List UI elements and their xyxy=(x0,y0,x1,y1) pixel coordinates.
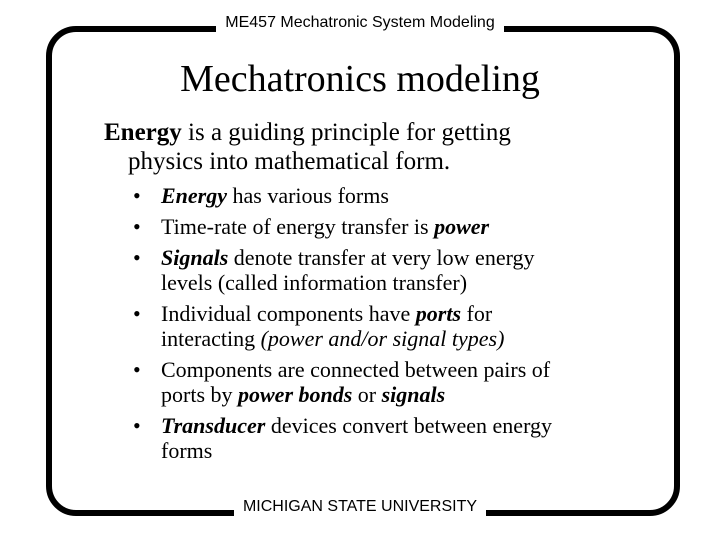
bullet-text: Components are connected between pairs of xyxy=(161,357,551,382)
bullet-text: Individual components have xyxy=(161,301,416,326)
bullet-line xyxy=(161,183,389,208)
bullet-item xyxy=(133,245,633,295)
bullet-emphasis: power bonds xyxy=(238,382,353,407)
bullet-text: ports by xyxy=(161,382,238,407)
bullet-text: Time-rate of energy transfer is xyxy=(161,214,435,239)
intro-paragraph xyxy=(104,118,684,176)
bullet-emphasis: signals xyxy=(381,382,446,407)
bullet-line xyxy=(161,357,550,382)
bullet-line xyxy=(161,413,552,438)
bullet-line xyxy=(161,245,535,270)
institution-name: MICHIGAN STATE UNIVERSITY xyxy=(234,497,486,517)
bullet-marker-icon: • xyxy=(133,245,141,270)
footer xyxy=(0,497,720,517)
bullet-text: devices convert between energy xyxy=(265,413,552,438)
bullet-text: forms xyxy=(161,438,213,463)
bullet-marker-icon: • xyxy=(133,413,141,438)
bullet-emphasis: power xyxy=(434,214,490,239)
bullet-emphasis: Transducer xyxy=(161,413,266,438)
bullet-line xyxy=(161,301,492,326)
bullet-item xyxy=(133,357,633,407)
bullet-item xyxy=(133,413,633,463)
bullet-item xyxy=(133,214,633,239)
intro-bold-term: Energy xyxy=(104,119,182,146)
bullet-marker-icon: • xyxy=(133,357,141,382)
bullet-text: interacting xyxy=(161,326,261,351)
bullet-line xyxy=(161,214,489,239)
bullet-emphasis: Energy xyxy=(161,183,227,208)
bullet-text: for xyxy=(461,301,493,326)
bullet-item xyxy=(133,301,633,351)
bullet-text: denote transfer at very low energy xyxy=(228,245,535,270)
bullet-emphasis: (power and/or signal types) xyxy=(260,326,505,351)
bullet-item xyxy=(133,183,633,208)
intro-line-1: is a guiding principle for getting xyxy=(181,119,511,146)
bullet-text: has various forms xyxy=(227,183,389,208)
course-title: ME457 Mechatronic System Modeling xyxy=(216,13,503,33)
bullet-marker-icon: • xyxy=(133,301,141,326)
bullet-continuation-line xyxy=(161,438,633,463)
bullet-continuation-line xyxy=(161,270,633,295)
bullet-continuation-line xyxy=(161,326,633,351)
bullet-emphasis: Signals xyxy=(161,245,229,270)
bullet-marker-icon: • xyxy=(133,183,141,208)
slide-title: Mechatronics modeling xyxy=(180,58,540,100)
bullet-marker-icon: • xyxy=(133,214,141,239)
bullet-emphasis: ports xyxy=(415,301,462,326)
bullet-text: levels (called information transfer) xyxy=(161,270,468,295)
bullet-text: or xyxy=(352,382,382,407)
bullet-list xyxy=(133,183,633,469)
bullet-continuation-line xyxy=(161,382,633,407)
intro-line-2: physics into mathematical form. xyxy=(128,148,451,175)
